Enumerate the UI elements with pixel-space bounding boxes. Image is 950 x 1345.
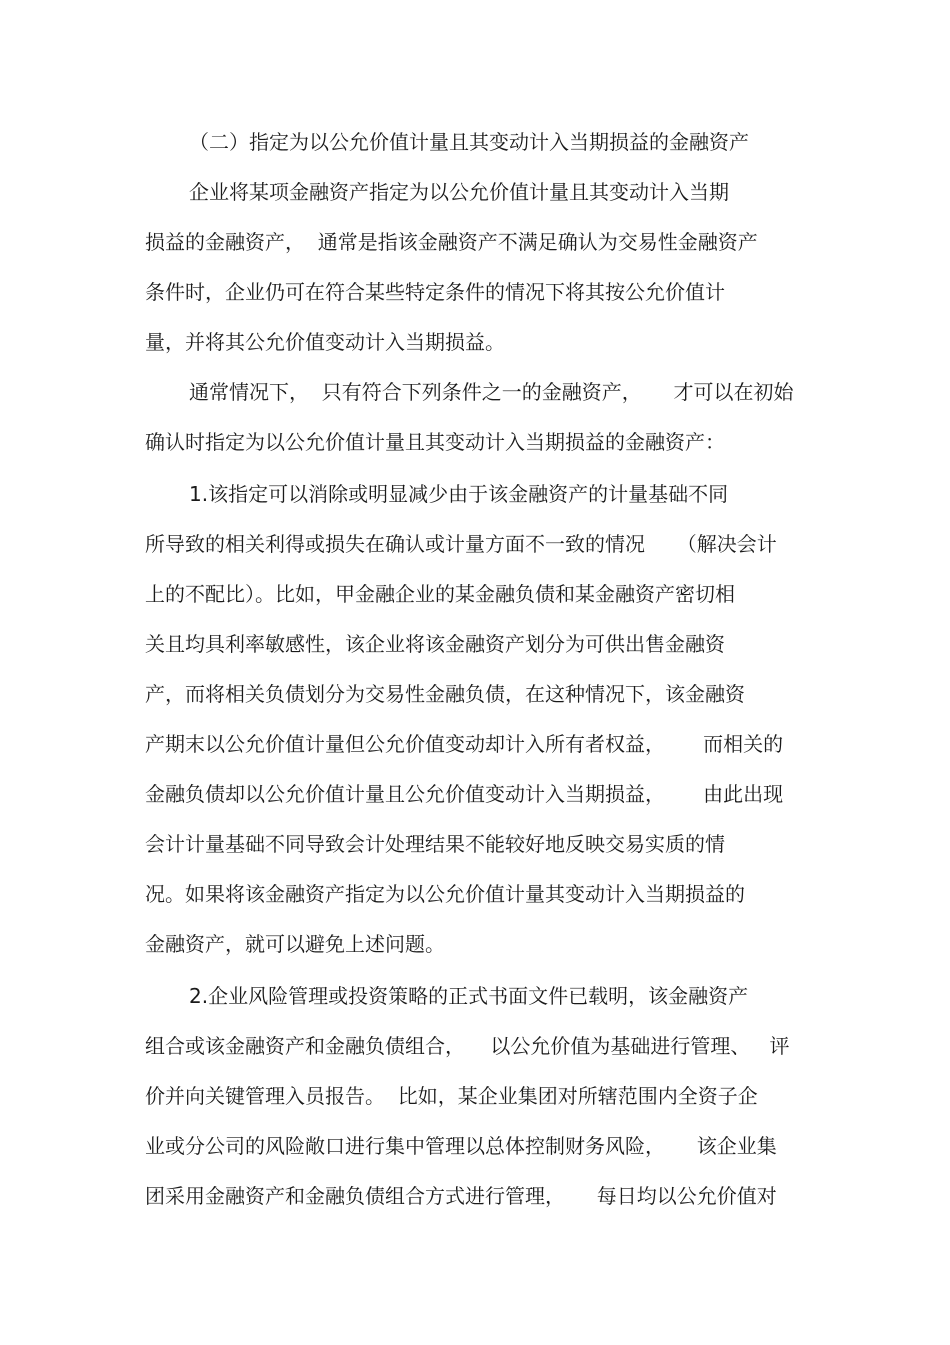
text-line: 损益的金融资产， 通常是指该金融资产不满足确认为交易性金融资产 — [145, 230, 758, 254]
text-line: 组合或该金融资产和金融负债组合， 以公允价值为基础进行管理、 评 — [145, 1034, 790, 1058]
text-line: 团采用金融资产和金融负债组合方式进行管理， 每日均以公允价值对 — [145, 1184, 777, 1208]
text-line: 上的不配比）。比如，甲金融企业的某金融负债和某金融资产密切相 — [145, 582, 735, 606]
text-line: 金融资产，就可以避免上述问题。 — [145, 932, 445, 956]
text-line: 会计计量基础不同导致会计处理结果不能较好地反映交易实质的情 — [145, 832, 725, 856]
text-line: 确认时指定为以公允价值计量且其变动计入当期损益的金融资产： — [145, 430, 725, 454]
text-line: 关且均具利率敏感性，该企业将该金融资产划分为可供出售金融资 — [145, 632, 725, 656]
text-line: 通常情况下， 只有符合下列条件之一的金融资产， 才可以在初始 — [189, 380, 794, 404]
text-line: 况。如果将该金融资产指定为以公允价值计量其变动计入当期损益的 — [145, 882, 745, 906]
text-line: 产，而将相关负债划分为交易性金融负债，在这种情况下，该金融资 — [145, 682, 745, 706]
text-line: 2.企业风险管理或投资策略的正式书面文件已载明，该金融资产 — [189, 984, 749, 1008]
section-heading: （二）指定为以公允价值计量且其变动计入当期损益的金融资产 — [189, 130, 749, 154]
text-line: 1.该指定可以消除或明显减少由于该金融资产的计量基础不同 — [189, 482, 729, 506]
text-line: 价并向关键管理入员报告。 比如，某企业集团对所辖范围内全资子企 — [145, 1084, 758, 1108]
text-line: 企业将某项金融资产指定为以公允价值计量且其变动计入当期 — [189, 180, 729, 204]
text-line: 条件时，企业仍可在符合某些特定条件的情况下将其按公允价值计 — [145, 280, 725, 304]
text-line: 产期末以公允价值计量但公允价值变动却计入所有者权益， 而相关的 — [145, 732, 784, 756]
text-line: 金融负债却以公允价值计量且公允价值变动计入当期损益， 由此出现 — [145, 782, 784, 806]
text-line: 量，并将其公允价值变动计入当期损益。 — [145, 330, 505, 354]
text-line: 业或分公司的风险敞口进行集中管理以总体控制财务风险， 该企业集 — [145, 1134, 777, 1158]
text-line: 所导致的相关利得或损失在确认或计量方面不一致的情况 （解决会计 — [145, 532, 777, 556]
